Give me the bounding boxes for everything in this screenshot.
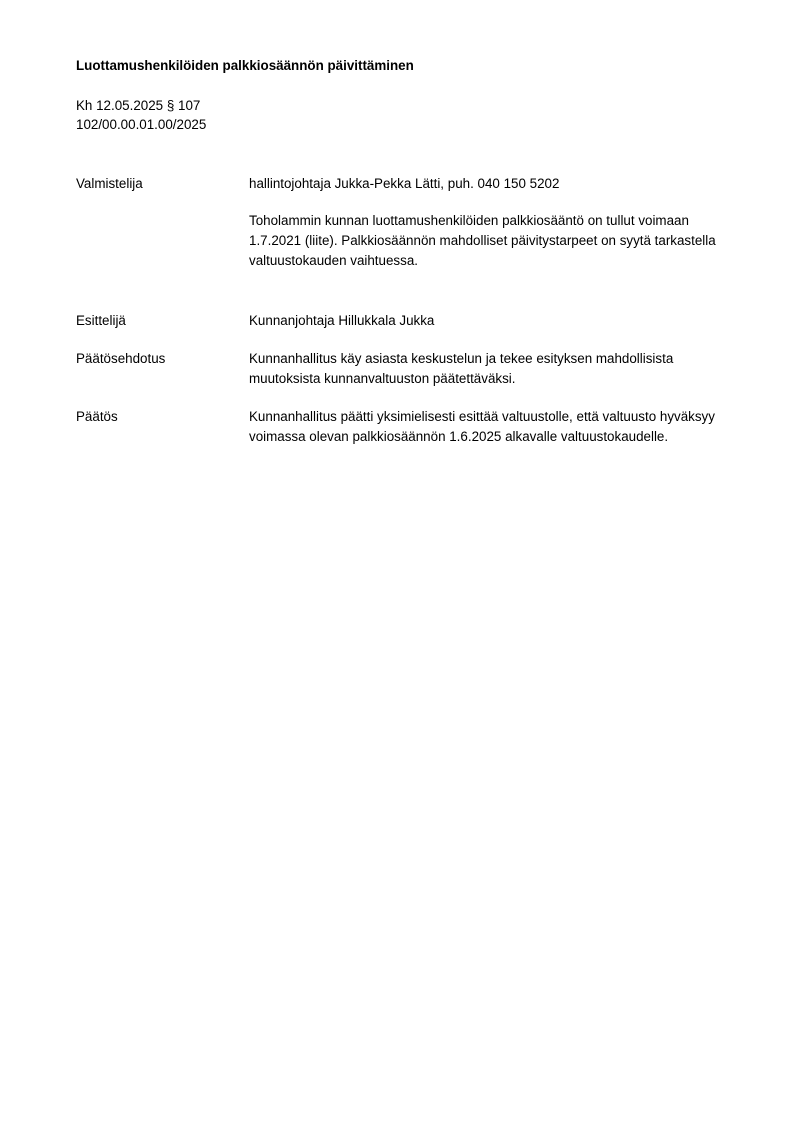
section-content bbox=[249, 174, 744, 271]
section-label: Esittelijä bbox=[76, 313, 126, 328]
section-label: Valmistelija bbox=[76, 176, 143, 191]
section-paragraph: Kunnanhallitus käy asiasta keskustelun ja tekee esityksen mahdollisista muutoksista kunnanvaltuuston päätettäväksi. bbox=[249, 351, 674, 386]
section-label: Päätösehdotus bbox=[76, 351, 166, 366]
section-paragraph: Kunnanhallitus päätti yksimielisesti esittää valtuustolle, että valtuusto hyväksyy voimassa olevan palkkiosäännön 1.6.2025 alkavalle valtuustokaudelle. bbox=[249, 409, 715, 444]
document-title: Luottamushenkilöiden palkkiosäännön päivittäminen bbox=[76, 58, 414, 73]
meeting-reference: Kh 12.05.2025 § 107 bbox=[76, 98, 201, 113]
section-paragraph: hallintojohtaja Jukka-Pekka Lätti, puh. 040 150 5202 bbox=[249, 176, 560, 191]
section-content bbox=[249, 349, 744, 389]
section-label: Päätös bbox=[76, 409, 118, 424]
section-paragraph: Kunnanjohtaja Hillukkala Jukka bbox=[249, 313, 435, 328]
section-content bbox=[249, 407, 744, 447]
section-paragraph: Toholammin kunnan luottamushenkilöiden palkkiosääntö on tullut voimaan 1.7.2021 (liite). Palkkiosäännön mahdolliset päivitystarpeet on syytä tarkastella valtuustokauden vaihtuessa. bbox=[249, 213, 716, 268]
section-content bbox=[249, 311, 744, 331]
document-meta bbox=[76, 96, 206, 134]
record-number: 102/00.00.01.00/2025 bbox=[76, 117, 207, 132]
